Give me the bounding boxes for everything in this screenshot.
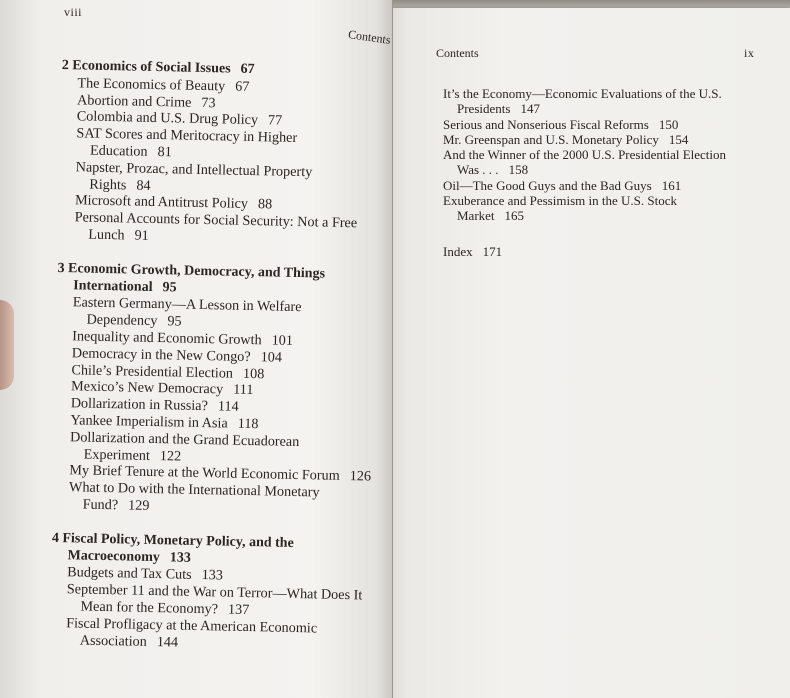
entry-title: Microsoft and Antitrust Policy: [74, 192, 249, 213]
entry-title: Experiment: [83, 446, 151, 464]
entry-title: Mean for the Economy?: [80, 598, 219, 618]
entry-title: And the Winner of the 2000 U.S. Presidential Election: [443, 147, 727, 163]
chapter-number: 4: [51, 530, 60, 546]
entry-title: September 11 and the War on Terror—What Does It: [66, 581, 363, 604]
entry-page: 154: [668, 131, 689, 147]
left-toc: [50, 58, 382, 655]
entry-title: Presidents: [457, 101, 511, 117]
toc-entry-line: [443, 132, 773, 147]
entry-title: Budgets and Tax Cuts: [67, 564, 192, 584]
entry-page: 114: [217, 398, 239, 415]
entry-title: Colombia and U.S. Drug Policy: [76, 108, 259, 129]
entry-title: Exuberance and Pessimism in the U.S. Stock: [443, 193, 677, 209]
entry-title: Serious and Nonserious Fiscal Reforms: [443, 116, 649, 132]
entry-page: 133: [201, 567, 224, 584]
chapter-title: Economics of Social Issues: [72, 58, 231, 77]
entry-page: 147: [520, 101, 540, 117]
entry-page: 73: [201, 94, 216, 111]
toc-entry-line: [443, 178, 773, 193]
entry-title: It’s the Economy—Economic Evaluations of the U.S.: [443, 86, 722, 101]
entry-title: Fund?: [82, 496, 119, 514]
entry-page: 161: [661, 177, 682, 193]
entry-title: Yankee Imperialism in Asia: [70, 412, 228, 432]
entry-page: 101: [271, 332, 294, 349]
entry-title: Democracy in the New Congo?: [71, 345, 251, 365]
entry-title: Dollarization and the Grand Ecuadorean: [69, 428, 300, 450]
toc-entry-line: [443, 147, 773, 162]
index-page: 171: [482, 243, 503, 259]
chapter-number: 2: [61, 58, 69, 74]
toc-entry-line: [443, 101, 773, 116]
entry-title: Rights: [89, 176, 127, 193]
right-folio: ix: [744, 46, 755, 60]
chapter-number: 3: [57, 260, 65, 276]
entry-page: 158: [508, 162, 529, 178]
chapter-title: Fiscal Policy, Monetary Policy, and the: [62, 530, 294, 551]
index-line: [443, 244, 773, 259]
entry-title: Oil—The Good Guys and the Bad Guys: [443, 177, 652, 193]
entry-title: The Economics of Beauty: [77, 75, 226, 95]
left-running-head: Contents: [347, 27, 392, 47]
entry-title: Mexico’s New Democracy: [70, 378, 224, 398]
entry-page: 129: [127, 497, 150, 514]
entry-title: Mr. Greenspan and U.S. Monetary Policy: [443, 131, 659, 147]
entry-page: 81: [157, 144, 172, 161]
toc-entry-line: [443, 86, 773, 101]
entry-title: Abortion and Crime: [76, 91, 192, 111]
entry-title: Napster, Prozac, and Intellectual Property: [75, 159, 313, 181]
entry-title: Education: [89, 142, 148, 160]
entry-page: 67: [235, 78, 250, 95]
thumb: [0, 300, 14, 390]
entry-page: 122: [159, 447, 182, 465]
toc-entry-line: [443, 208, 773, 223]
entry-title: SAT Scores and Meritocracy in Higher: [76, 125, 298, 147]
index-gap: [443, 224, 773, 244]
chapter-title: International: [73, 277, 153, 295]
entry-title: Personal Accounts for Social Security: Not a Free: [74, 209, 358, 232]
entry-title: Was . . .: [457, 162, 499, 178]
left-folio: viii: [64, 5, 83, 19]
entry-title: Market: [457, 208, 495, 224]
entry-title: Eastern Germany—A Lesson in Welfare: [72, 294, 302, 316]
chapter-page: 133: [169, 549, 191, 566]
entry-page: 108: [242, 365, 265, 382]
entry-page: 150: [658, 116, 679, 132]
chapter-title: Economic Growth, Democracy, and Things: [67, 260, 326, 282]
chapter-title: Macroeconomy: [67, 547, 160, 565]
entry-page: 144: [156, 633, 179, 651]
entry-page: 165: [504, 208, 525, 224]
entry-page: 104: [260, 348, 283, 366]
entry-page: 95: [167, 313, 182, 330]
entry-title: Inequality and Economic Growth: [72, 328, 262, 349]
chapter-page: 95: [162, 279, 177, 296]
entry-title: My Brief Tenure at the World Economic Forum: [69, 462, 340, 485]
entry-page: 88: [257, 196, 273, 213]
entry-title: Dependency: [86, 311, 158, 330]
entry-page: 137: [227, 601, 250, 618]
entry-title: Chile’s Presidential Election: [71, 361, 234, 382]
chapter-page: 67: [240, 61, 255, 78]
entry-page: 84: [136, 177, 151, 194]
entry-page: 111: [232, 382, 254, 399]
toc-entry-line: [443, 162, 773, 177]
toc-entry-line: [443, 117, 773, 132]
right-toc: [443, 86, 773, 259]
right-running-head: Contents: [436, 46, 479, 60]
entry-page: 126: [349, 468, 372, 485]
entry-page: 118: [237, 415, 259, 433]
entry-title: Fiscal Profligacy at the American Economic: [66, 614, 318, 637]
entry-page: 91: [134, 227, 149, 244]
entry-title: Association: [79, 632, 147, 650]
entry-title: Lunch: [88, 226, 125, 244]
entry-page: 77: [267, 112, 283, 130]
index-label: Index: [443, 243, 473, 259]
toc-entry-line: [443, 193, 773, 208]
entry-title: Dollarization in Russia?: [70, 395, 209, 415]
entry-title: What to Do with the International Monetary: [68, 479, 320, 501]
